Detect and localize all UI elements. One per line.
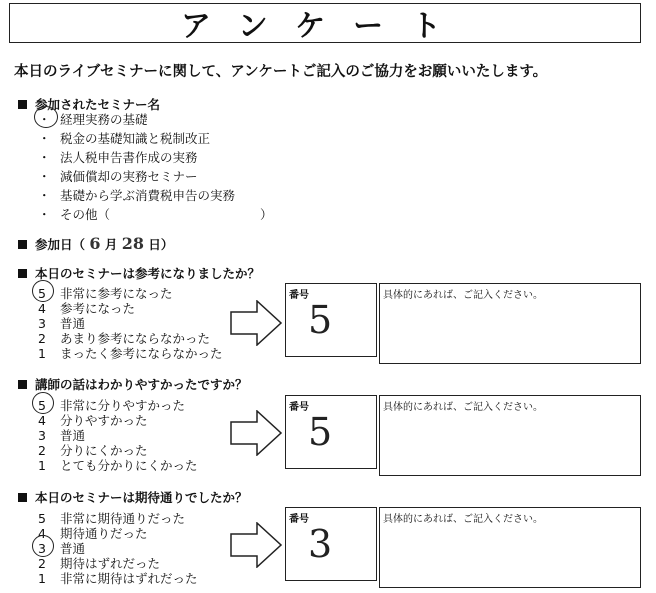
question-2-option[interactable]: 4 分りやすかった [38,413,148,428]
seminar-option[interactable]: ・ 法人税申告書作成の実務 [38,150,198,165]
square-bullet-icon [18,240,27,249]
question-1-detail-box[interactable]: 具体的にあれば、ご記入ください。 [379,283,641,364]
question-3-option[interactable]: 4 期待通りだった [38,526,148,541]
question-1-heading: 本日のセミナーは参考になりましたか？ [18,264,260,282]
question-2-number-box[interactable]: 番号 5 [285,395,377,469]
arrow-right-icon [230,522,282,568]
seminar-option[interactable]: ・ 減価償却の実務セミナー [38,169,198,184]
seminar-option[interactable]: ・ その他（ ） [38,207,273,222]
question-2-number-value: 5 [308,410,333,454]
square-bullet-icon [18,269,27,278]
arrow-right-icon [230,300,282,346]
question-3-detail-box[interactable]: 具体的にあれば、ご記入ください。 [379,507,641,588]
question-3-option[interactable]: 1 非常に期待はずれだった [38,571,198,586]
seminar-option[interactable]: ・ 経理実務の基礎 [38,112,148,127]
question-3-option[interactable]: 5 非常に期待通りだった [38,511,186,526]
question-1-option[interactable]: 4 参考になった [38,301,136,316]
selection-circle [32,535,54,557]
question-2-option[interactable]: 2 分りにくかった [38,443,148,458]
square-bullet-icon [18,100,27,109]
date-row: 参加日（ 6 月 28 日） [18,234,173,253]
question-2-detail-box[interactable]: 具体的にあれば、ご記入ください。 [379,395,641,476]
seminar-heading: 参加されたセミナー名 [18,95,160,113]
question-2-option[interactable]: 1 とても分かりにくかった [38,458,198,473]
seminar-option[interactable]: ・ 基礎から学ぶ消費税申告の実務 [38,188,236,203]
question-2-option[interactable]: 5 非常に分りやすかった [38,398,186,413]
selection-circle [32,392,54,414]
question-1-option[interactable]: 3 普通 [38,316,86,331]
question-3-number-value: 3 [308,522,333,566]
question-1-number-value: 5 [308,298,333,342]
square-bullet-icon [18,493,27,502]
survey-title-box [9,3,641,43]
question-1-number-box[interactable]: 番号 5 [285,283,377,357]
question-1-option[interactable]: 5 非常に参考になった [38,286,173,301]
question-2-option[interactable]: 3 普通 [38,428,86,443]
question-1-option[interactable]: 1 まったく参考にならなかった [38,346,223,361]
arrow-right-icon [230,410,282,456]
seminar-option[interactable]: ・ 税金の基礎知識と税制改正 [38,131,211,146]
survey-intro: 本日のライブセミナーに関して、アンケートご記入のご協力をお願いいたします。 [14,64,548,80]
question-3-option[interactable]: 2 期待はずれだった [38,556,161,571]
day-value[interactable]: 28 [121,234,145,253]
square-bullet-icon [18,380,27,389]
survey-title: アンケート [180,9,470,44]
question-3-heading: 本日のセミナーは期待通りでしたか？ [18,488,248,506]
question-2-heading: 講師の話はわかりやすかったですか？ [18,375,248,393]
question-3-option[interactable]: 3 普通 [38,541,86,556]
question-3-number-box[interactable]: 番号 3 [285,507,377,581]
selection-circle [32,280,54,302]
selection-circle [34,106,58,128]
question-1-option[interactable]: 2 あまり参考にならなかった [38,331,211,346]
month-value[interactable]: 6 [89,234,101,253]
